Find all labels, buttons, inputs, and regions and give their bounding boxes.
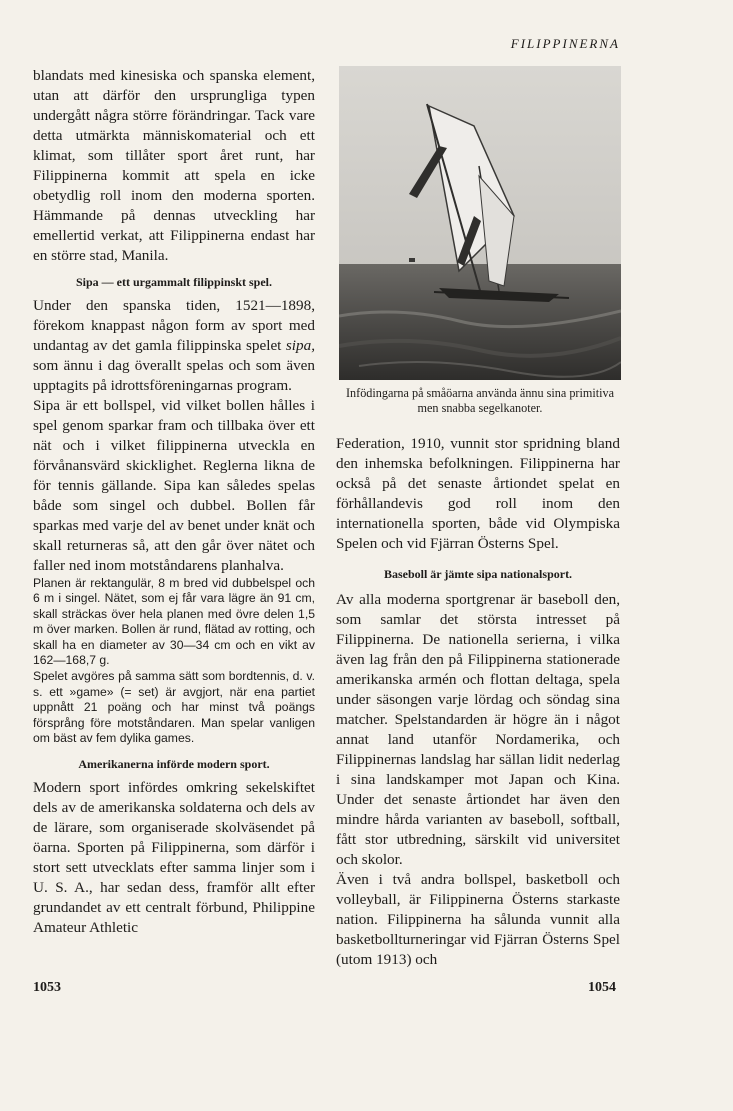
page-number-right: 1054	[588, 980, 616, 995]
section-heading-sipa: Sipa — ett urgammalt filippinskt spel.	[75, 275, 273, 289]
page-number-left: 1053	[33, 980, 61, 995]
sailboat-photo	[339, 66, 621, 380]
right-column	[336, 434, 620, 970]
paragraph: Federation, 1910, vunnit stor spridning bland den inhemska befolkningen. Filippinerna har också på det senaste årtiondet spelat en förhållandevis god roll inom den internationella sporten, både vid Olympiska Spelen och vid Fjärran Österns Spel.	[336, 435, 620, 552]
paragraph: blandats med kinesiska och spanska element, utan att därför den ursprungliga typen undergått några större förändringar. Tack vare detta utmärkta människomaterial och ett klimat, som tillåter sport året runt, har Filippinerna kommit att spela en icke obetydlig roll inom den moderna sporten. Hämmande på dennas utveckling har emellertid verkat, att Filippinerna endast har en större stad, Manila.	[33, 67, 315, 264]
running-head: FILIPPINERNA	[510, 36, 620, 51]
rules-note: Planen är rektangulär, 8 m bred vid dubbelspel och 6 m i singel. Nätet, som ej får vara lägre än 91 cm, skall sträckas över hela planen med övre delen 1,5 m över marken. Bollen är rund, flätad av rotting, och skall ha en diameter av 30—34 cm och en vikt av 162—168,7 g.	[33, 576, 315, 668]
figure-caption: Infödingarna på småöarna använda ännu sina primitiva men snabba segelkanoter.	[345, 386, 615, 415]
paragraph: Modern sport infördes omkring sekelskiftet dels av de amerikanska soldaterna och dels av de lärare, som organiserade skolväsendet på öarna. Sporten på Filippinerna, som därför i stort sett utvecklats efter samma linjer som i U. S. A., har sedan dess, framför allt efter grundandet av ett centralt förbund, Philippine Amateur Athletic	[33, 779, 315, 937]
paragraph: Även i två andra bollspel, basketboll och volleyball, är Filippinerna Österns starkaste nation. Filippinerna ha sålunda vunnit alla basketbollturneringar vid Fjärran Österns Spel (utom 1913) och	[336, 871, 620, 968]
section-heading-modern-sport: Amerikanerna införde modern sport.	[78, 757, 270, 772]
section-heading-baseball: Baseboll är jämte sipa nationalsport.	[383, 567, 573, 581]
paragraph: Under den spanska tiden, 1521—1898, förekom knappast någon form av sport med undantag av det gamla filippinska spelet sipa, som ännu i dag överallt spelas och som även upptagits på idrottsföreningarnas program.	[33, 297, 315, 394]
rules-note: Spelet avgöres på samma sätt som bordtennis, d. v. s. ett »game» (= set) är avgjort, när ena partiet uppnått 21 poäng och har minst två poängs försprång före motståndaren. Man spelar vanligen om bäst av fem dylika games.	[33, 669, 315, 746]
left-column	[33, 66, 315, 938]
paragraph: Sipa är ett bollspel, vid vilket bollen hålles i spel genom sparkar fram och tillbaka över ett nät och i vilket filippinerna utveckla en förvånansvärd skicklighet. Reglerna likna de för tennis gällande. Sipa kan således spelas både som singel och dubbel. Bollen får sparkas med varje del av benet under knät och skall returneras så, att den går över nätet och faller ned inom motståndarens planhalva.	[33, 397, 315, 574]
emphasis-sipa: sipa,	[285, 337, 315, 354]
paragraph: Av alla moderna sportgrenar är baseboll den, som samlar det största intresset på Filippinerna. De nationella serierna, i vilka även lag från den på Filippinerna stationerade amerikanska armén och flottan deltaga, spela under säsongen varje lördag och söndag sina matcher. Spelstandarden är högre än i något annat land utanför Nordamerika, och Filippinernas landslag har sällan lidit nederlag i sina landskamper mot Japan och Kina. Under det senaste årtiondet har även den mindre hårda varianten av baseboll, softball, fått stor utbredning, särskilt vid universitet och skolor.	[336, 591, 620, 868]
